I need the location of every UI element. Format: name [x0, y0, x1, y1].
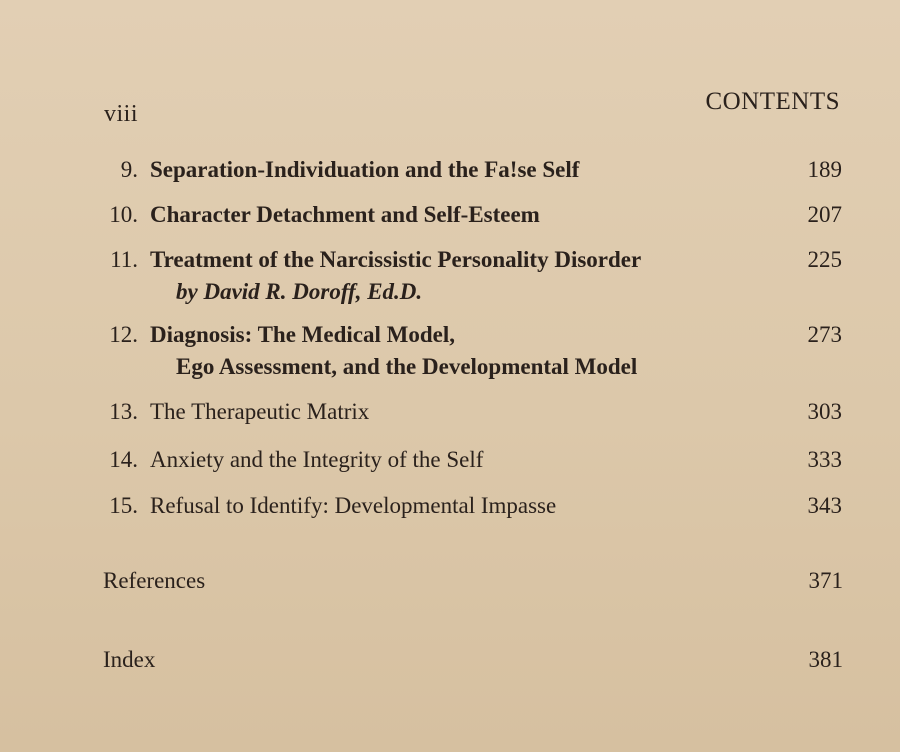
chapter-number: 12. [109, 322, 138, 347]
chapter-number: 14. [109, 447, 138, 472]
chapter-page: 273 [807, 322, 842, 347]
chapter-page: 303 [807, 399, 842, 424]
chapter-number: 13. [109, 399, 138, 424]
back-matter-page: 371 [808, 568, 843, 593]
chapter-author: by David R. Doroff, Ed.D. [176, 279, 423, 304]
back-matter-label: References [103, 568, 206, 593]
folio: viii [104, 101, 139, 127]
back-matter-label: Index [103, 647, 156, 672]
chapter-number: 9. [120, 157, 138, 182]
chapter-number: 11. [110, 247, 138, 272]
chapter-page: 343 [807, 493, 842, 518]
chapter-number: 10. [109, 202, 138, 227]
chapter-title: Treatment of the Narcissistic Personality Disorder [150, 247, 642, 272]
chapter-title-continued: Ego Assessment, and the Developmental Model [176, 354, 638, 379]
chapter-title: Character Detachment and Self-Esteem [150, 202, 540, 227]
chapter-page: 207 [807, 202, 842, 227]
chapter-title: Diagnosis: The Medical Model, [150, 322, 455, 347]
chapter-page: 189 [807, 157, 842, 182]
running-head: CONTENTS [705, 88, 840, 115]
chapter-title: Anxiety and the Integrity of the Self [150, 447, 484, 472]
chapter-title: The Therapeutic Matrix [150, 399, 370, 424]
back-matter-page: 381 [808, 647, 843, 672]
chapter-page: 225 [807, 247, 842, 272]
chapter-title: Separation-Individuation and the Fa!se Self [150, 157, 580, 182]
chapter-number: 15. [109, 493, 138, 518]
chapter-title: Refusal to Identify: Developmental Impasse [150, 493, 557, 518]
chapter-page: 333 [807, 447, 842, 472]
